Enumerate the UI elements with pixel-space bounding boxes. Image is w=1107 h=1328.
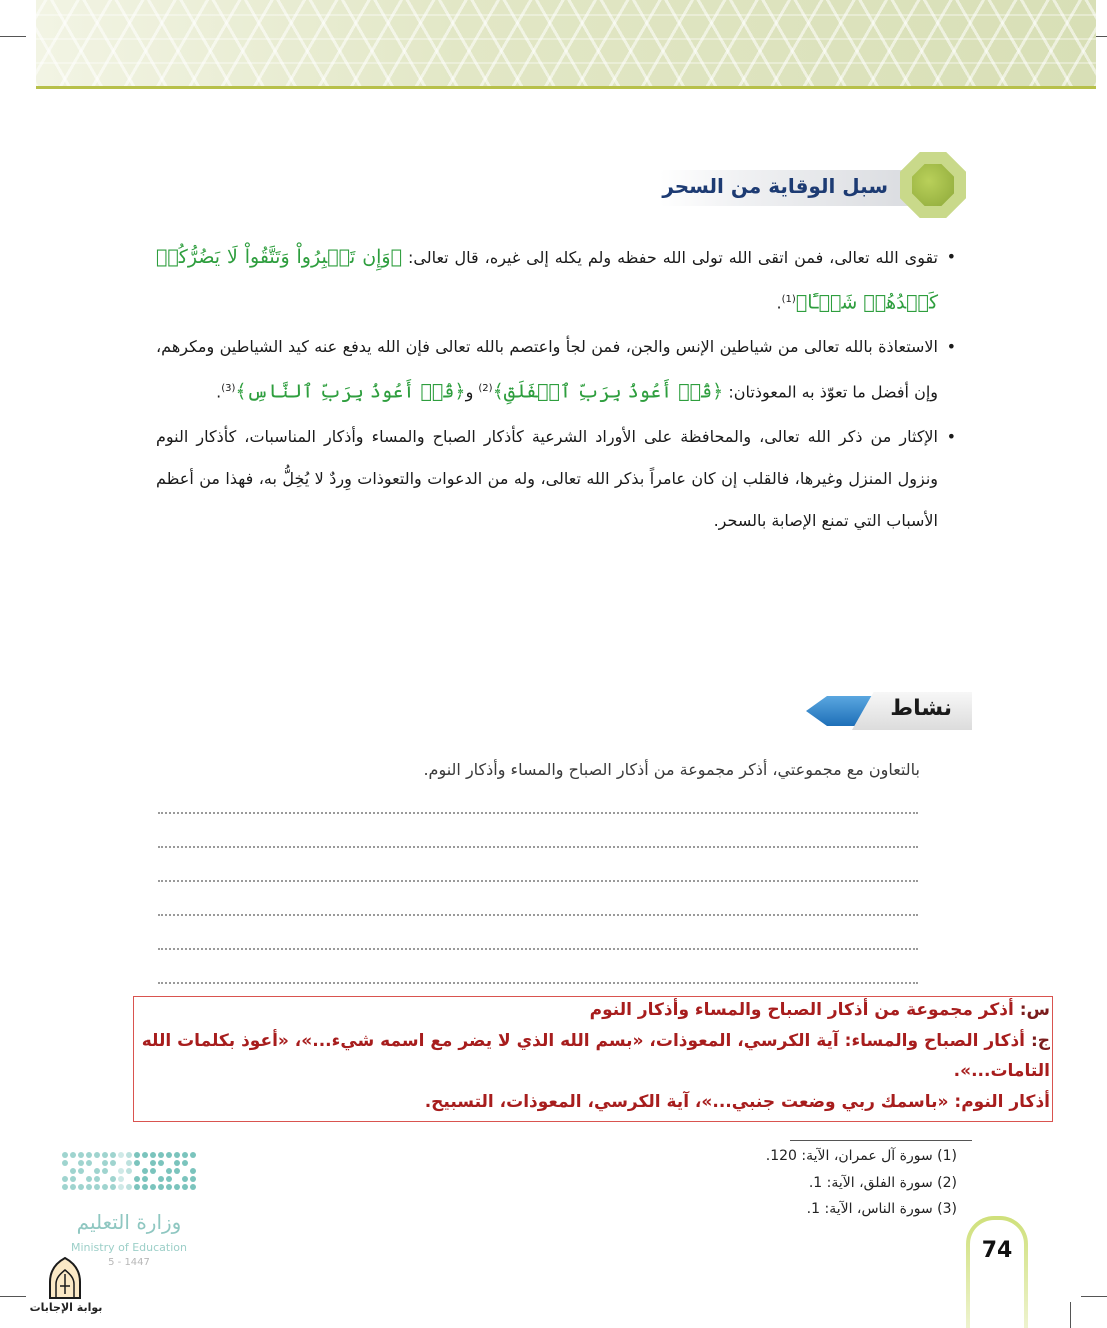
paragraph-isti3adha	[156, 326, 956, 413]
logo-dot	[70, 1168, 76, 1174]
logo-dot	[190, 1168, 196, 1174]
answer-line[interactable]	[158, 948, 918, 950]
logo-dot	[158, 1184, 164, 1190]
ministry-logo-icon	[62, 1152, 198, 1196]
page-number-tab-inner	[970, 1220, 1024, 1328]
bullet-icon: •	[946, 426, 956, 446]
logo-dot	[190, 1176, 196, 1182]
page-number-tab	[966, 1216, 1028, 1328]
logo-dot	[62, 1160, 68, 1166]
logo-dot	[110, 1152, 116, 1158]
crop-mark	[0, 1296, 26, 1297]
logo-dot	[126, 1168, 132, 1174]
logo-dot	[70, 1176, 76, 1182]
logo-dot	[174, 1160, 180, 1166]
logo-dot	[102, 1160, 108, 1166]
activity-label: نشاط	[890, 696, 952, 721]
footnote-divider	[790, 1140, 972, 1141]
bullet-icon: •	[946, 247, 956, 266]
logo-dot	[78, 1160, 84, 1166]
logo-dot	[158, 1160, 164, 1166]
logo-dot	[94, 1184, 100, 1190]
logo-dot	[166, 1168, 172, 1174]
logo-dot	[94, 1176, 100, 1182]
quran-verse-falaq: ﴿قُلۡ أَعُوذُ بِرَبِّ ٱلۡفَلَقِ﴾	[492, 380, 724, 403]
footnote: (3) سورة الناس، الآية: 1.	[806, 1201, 957, 1217]
logo-dot	[102, 1184, 108, 1190]
logo-dot	[150, 1168, 156, 1174]
logo-dot	[86, 1176, 92, 1182]
footnote: (1) سورة آل عمران، الآية: 120.	[765, 1148, 957, 1164]
logo-dot	[134, 1160, 140, 1166]
answer-box	[133, 996, 1053, 1122]
site-name: بوابة الإجابات	[29, 1301, 103, 1314]
logo-dot	[94, 1152, 100, 1158]
answer-lead: ج:	[1030, 1031, 1050, 1051]
section-heading	[640, 152, 970, 222]
section-title: سبل الوقاية من السحر	[662, 174, 888, 198]
answer-line[interactable]	[158, 914, 918, 916]
logo-dot	[62, 1184, 68, 1190]
logo-dot	[134, 1184, 140, 1190]
footnote: (2) سورة الفلق، الآية: 1.	[808, 1175, 957, 1191]
logo-dot	[150, 1160, 156, 1166]
site-logo-icon	[44, 1256, 86, 1300]
logo-dot	[142, 1184, 148, 1190]
logo-dot	[142, 1176, 148, 1182]
crop-mark	[0, 36, 26, 37]
answer-line-1	[142, 1031, 1050, 1051]
logo-dot	[134, 1152, 140, 1158]
header-pattern-banner	[36, 0, 1096, 88]
logo-dot	[70, 1152, 76, 1158]
answer-line-2: التامات...».	[953, 1061, 1050, 1081]
page-number: 74	[981, 1238, 1013, 1263]
logo-dot	[182, 1184, 188, 1190]
logo-dot	[158, 1152, 164, 1158]
answer-line[interactable]	[158, 812, 918, 814]
paragraph-dhikr	[156, 416, 956, 542]
logo-dot	[118, 1176, 124, 1182]
answer-line[interactable]	[158, 880, 918, 882]
logo-dot	[126, 1184, 132, 1190]
logo-dot	[70, 1184, 76, 1190]
ministry-name-en: Ministry of Education	[70, 1241, 187, 1254]
logo-dot	[190, 1152, 196, 1158]
logo-dot	[86, 1152, 92, 1158]
lesson-content	[156, 236, 956, 544]
answer-line[interactable]	[158, 846, 918, 848]
footnote-ref: (3)	[221, 383, 236, 395]
logo-dot	[110, 1160, 116, 1166]
paragraph-end: .	[216, 382, 222, 402]
quran-verse-nas: ﴿قُلۡ أَعُوذُ بِرَبِّ ٱلنَّاسِ﴾	[235, 380, 466, 403]
ministry-year: 5 - 1447	[108, 1257, 150, 1268]
logo-dot	[86, 1184, 92, 1190]
header-divider	[36, 86, 1096, 89]
logo-dot	[142, 1152, 148, 1158]
logo-dot	[62, 1176, 68, 1182]
answer-line-3	[425, 1092, 1050, 1112]
logo-dot	[94, 1168, 100, 1174]
bullet-icon: •	[946, 337, 956, 357]
sleep-text: «باسمك ربي وضعت جنبي...»، آية الكرسي، المعوذات، التسبيح.	[424, 1092, 955, 1112]
logo-dot	[166, 1176, 172, 1182]
logo-dot	[158, 1176, 164, 1182]
logo-dot	[174, 1184, 180, 1190]
logo-dot	[174, 1152, 180, 1158]
footnote-ref: (1)	[781, 294, 796, 305]
sleep-lead: أذكار النوم:	[954, 1092, 1050, 1112]
footnote-ref: (2)	[478, 383, 493, 395]
logo-dot	[102, 1152, 108, 1158]
logo-dot	[78, 1152, 84, 1158]
logo-dot	[78, 1184, 84, 1190]
logo-dot	[62, 1152, 68, 1158]
paragraph-end: .	[776, 293, 782, 313]
logo-dot	[142, 1168, 148, 1174]
paragraph-text: الإكثار من ذكر الله تعالى، والمحافظة على الأوراد الشرعية كأذكار الصباح والمساء وأذكار المناسبات، كأذكار النوم ونزول المنزل وغيرها، فالقلب إن كان عامراً بذكر الله تعالى، وله من الدعوات والتعوذات وِردٌ لا يُخِلُّ به، فهذا من أعظم الأسباب التي تمنع الإصابة بالسحر.	[156, 426, 938, 530]
logo-dot	[78, 1168, 84, 1174]
ministry-name-ar: وزارة التعليم	[76, 1210, 182, 1234]
question-lead: س:	[1019, 1000, 1050, 1020]
activity-tag	[806, 692, 972, 730]
logo-dot	[118, 1152, 124, 1158]
logo-dot	[182, 1176, 188, 1182]
logo-dot	[110, 1176, 116, 1182]
logo-dot	[118, 1168, 124, 1174]
question-line	[590, 1000, 1050, 1020]
paragraph-taqwa	[156, 236, 956, 324]
logo-dot	[166, 1152, 172, 1158]
logo-dot	[166, 1184, 172, 1190]
logo-dot	[126, 1160, 132, 1166]
logo-dot	[150, 1184, 156, 1190]
logo-dot	[110, 1184, 116, 1190]
logo-dot	[118, 1184, 124, 1190]
question-text: أذكر مجموعة من أذكار الصباح والمساء وأذكار النوم	[589, 1000, 1020, 1020]
logo-dot	[174, 1168, 180, 1174]
logo-dot	[126, 1152, 132, 1158]
logo-dot	[102, 1168, 108, 1174]
paragraph-text: تقوى الله تعالى، فمن اتقى الله تولى الله حفظه ولم يكله إلى غيره، قال تعالى:	[402, 248, 938, 267]
logo-dot	[182, 1160, 188, 1166]
connector-text: و	[465, 382, 479, 402]
logo-dot	[190, 1184, 196, 1190]
logo-dot	[134, 1176, 140, 1182]
crop-mark	[1070, 1302, 1071, 1328]
activity-prompt: بالتعاون مع مجموعتي، أذكر مجموعة من أذكار الصباح والمساء وأذكار النوم.	[423, 760, 920, 779]
logo-dot	[182, 1152, 188, 1158]
logo-dot	[86, 1160, 92, 1166]
logo-dot	[150, 1152, 156, 1158]
quran-verse: ﴿وَإِن تَصۡبِرُواْ وَتَتَّقُواْ لَا يَضُرُّكُمۡ كَيۡدُهُمۡ شَيۡـًٔا﴾	[156, 246, 938, 314]
paragraph-text: الاستعاذة بالله تعالى من شياطين الإنس والجن، فمن لجأ واعتصم بالله تعالى فإن الله يدفع عنه كيد الشياطين ومكرهم، وإن أفضل ما تعوّذ به المعوذتان:	[156, 337, 938, 402]
answer-text: أذكار الصباح والمساء: آية الكرسي، المعوذات، «بسم الله الذي لا يضر مع اسمه شيء...»، «أعوذ بكلمات الله	[141, 1031, 1031, 1051]
crop-mark	[1081, 1296, 1107, 1297]
answer-line[interactable]	[158, 982, 918, 984]
